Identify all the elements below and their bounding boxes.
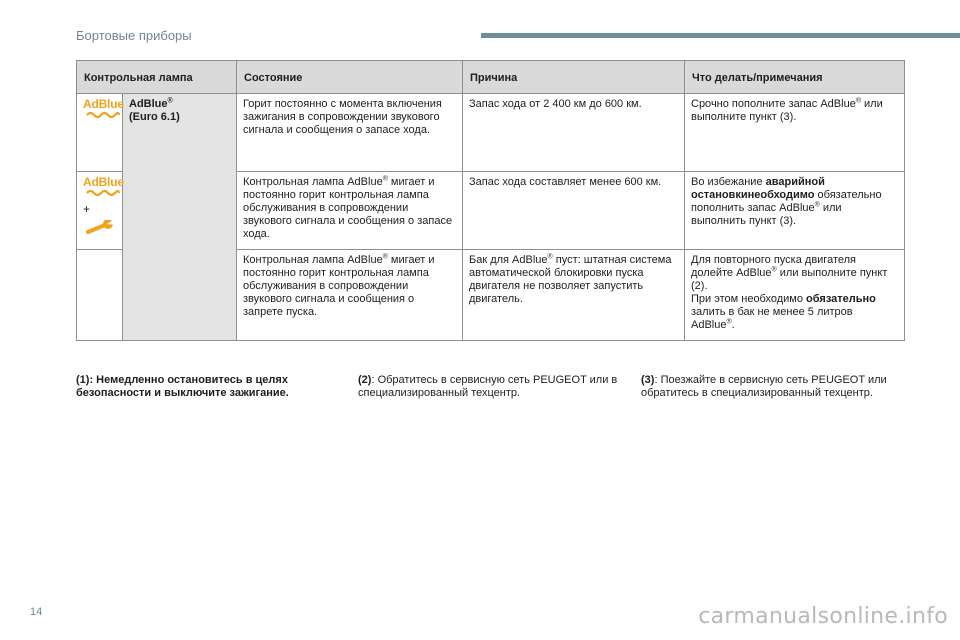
section-title: Бортовые приборы xyxy=(76,28,192,43)
lamp-icon-cell xyxy=(77,94,123,172)
action-text: или выполнить пункт (3). xyxy=(691,202,842,227)
table-row xyxy=(77,94,905,172)
action-text: обязательно пополнить запас AdBlue xyxy=(691,189,882,214)
state-text: Контрольная лампа AdBlue xyxy=(243,176,383,188)
adblue-wave-icon xyxy=(86,111,120,119)
cause-cell xyxy=(463,250,685,341)
lamp-name: AdBlue xyxy=(129,98,168,110)
footnote-text: : Обратитесь в сервисную сеть PEUGEOT или в специализированный техцентр. xyxy=(358,374,618,399)
footnote-number: (3) xyxy=(641,374,655,386)
column-header: Причина xyxy=(463,61,685,94)
action-text: или выполните пункт (3). xyxy=(691,98,883,123)
footnote-3 xyxy=(641,374,906,400)
adblue-icon-label: AdBlue xyxy=(83,97,124,111)
adblue-warning-icon xyxy=(83,176,124,197)
lamp-subname: (Euro 6.1) xyxy=(129,111,180,123)
warning-lamp-table xyxy=(76,60,905,341)
header-bar xyxy=(481,33,960,38)
watermark: carmanualsonline.info xyxy=(698,604,948,629)
footnote-1 xyxy=(76,374,316,400)
cause-text: пуст: штатная система автоматической блокировки пуска двигателя не позволяет запустить двигатель. xyxy=(469,254,672,305)
footnote-number: (2) xyxy=(358,374,372,386)
reg-mark: ® xyxy=(855,97,861,105)
reg-mark: ® xyxy=(771,266,777,274)
state-cell xyxy=(237,250,463,341)
cause-cell: Запас хода составляет менее 600 км. xyxy=(463,172,685,250)
action-cell xyxy=(685,250,905,341)
column-header: Что делать/примечания xyxy=(685,61,905,94)
action-text: залить в бак не менее 5 литров AdBlue xyxy=(691,306,853,331)
state-cell: Горит постоянно с момента включения зажигания в сопровождении звукового сигнала и сообщения о запасе хода. xyxy=(237,94,463,172)
adblue-wave-icon xyxy=(86,189,120,197)
lamp-icon-cell xyxy=(77,172,123,250)
action-text: При этом необходимо xyxy=(691,293,807,305)
footnote-text: : Немедленно остановитесь в целях безопасности и выключите зажигание. xyxy=(76,374,289,399)
reg-mark: ® xyxy=(382,175,388,183)
footnote-2 xyxy=(358,374,630,400)
plus-sign: + xyxy=(83,202,91,216)
reg-mark: ® xyxy=(547,253,553,261)
wrench-service-icon xyxy=(85,220,115,236)
cause-text: Бак для AdBlue xyxy=(469,254,548,266)
adblue-icon-label: AdBlue xyxy=(83,175,124,189)
reg-mark: ® xyxy=(382,253,388,261)
action-text: Срочно пополните запас AdBlue xyxy=(691,98,856,110)
lamp-name-cell xyxy=(123,94,237,341)
reg-mark: ® xyxy=(814,201,820,209)
action-text: Для повторного пуска двигателя долейте AdBlue xyxy=(691,254,856,279)
action-text: . xyxy=(731,319,735,331)
action-emphasis: обязательно xyxy=(806,293,876,305)
action-text: или выполните пункт (2). xyxy=(691,267,888,292)
action-emphasis: аварийной остановкинеобходимо xyxy=(691,176,825,201)
action-cell xyxy=(685,172,905,250)
reg-mark: ® xyxy=(167,97,173,105)
footnote-text: : Поезжайте в сервисную сеть PEUGEOT или обратитесь в специализированный техцентр. xyxy=(641,374,887,399)
footnote-number: (1) xyxy=(76,374,90,386)
state-text: мигает и постоянно горит контрольная лампа обслуживания в сопровождении звукового сигнала и сообщения о запасе хода. xyxy=(243,176,453,240)
column-header: Контрольная лампа xyxy=(77,61,237,94)
state-text: мигает и постоянно горит контрольная лампа обслуживания в сопровождении звукового сигнала и сообщения о запрете пуска. xyxy=(243,254,435,318)
column-header: Состояние xyxy=(237,61,463,94)
adblue-warning-icon xyxy=(83,98,124,119)
action-cell xyxy=(685,94,905,172)
reg-mark: ® xyxy=(726,318,732,326)
page-number: 14 xyxy=(30,606,43,618)
lamp-icon-cell xyxy=(77,250,123,341)
cause-cell: Запас хода от 2 400 км до 600 км. xyxy=(463,94,685,172)
state-text: Контрольная лампа AdBlue xyxy=(243,254,383,266)
action-text: Во избежание xyxy=(691,176,766,188)
table-header-row xyxy=(77,61,905,94)
state-cell xyxy=(237,172,463,250)
